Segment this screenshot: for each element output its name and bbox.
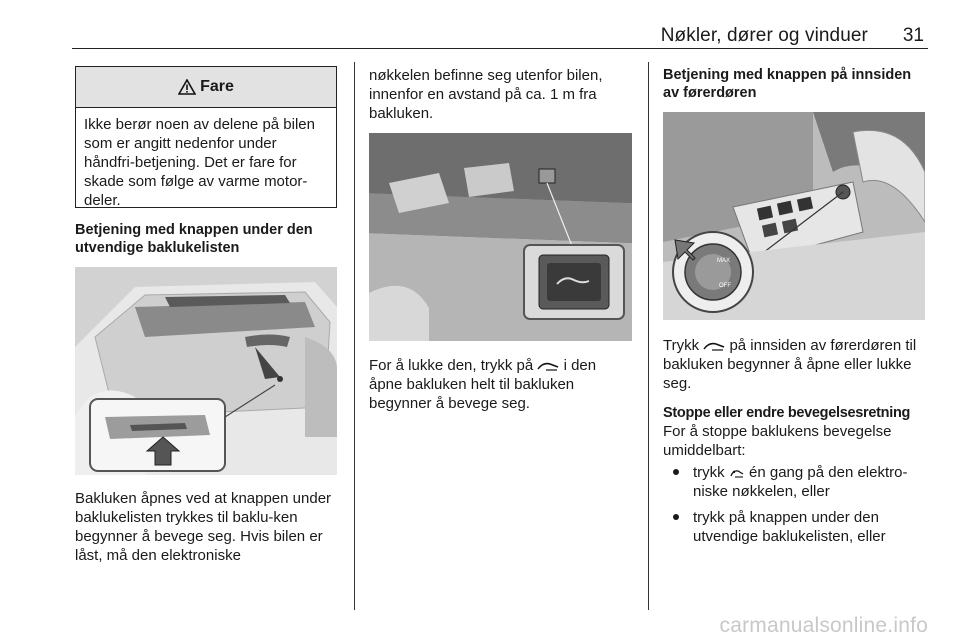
key-tailgate-icon bbox=[729, 467, 745, 479]
paragraph: Bakluken åpnes ved at knappen under baklukelisten trykkes til baklu-ken begynner å bevege seg. Hvis bilen er låst, må den elektroniske bbox=[75, 490, 332, 564]
text-segment: Trykk bbox=[663, 337, 700, 354]
text-segment: trykk på knappen under den utvendige baklukelisten, eller bbox=[693, 509, 886, 545]
paragraph bbox=[369, 356, 633, 413]
warning-triangle-icon bbox=[178, 79, 196, 95]
danger-text: Ikke berør noen av delene på bilen som er angitt nedenfor under håndfri-betjening. Det er fare for skade som følge av varme motor-deler. bbox=[84, 116, 315, 209]
paragraph: nøkkelen befinne seg utenfor bilen, innenfor en avstand på ca. 1 m fra bakluken. bbox=[369, 67, 603, 122]
page-number: 31 bbox=[902, 25, 924, 46]
danger-title: Fare bbox=[200, 78, 234, 95]
section-heading: Betjening med knappen på innsiden av førerdøren bbox=[663, 67, 912, 101]
knob-off-label: OFF bbox=[719, 283, 731, 289]
section-heading: Stoppe eller endre bevegelsesretning bbox=[663, 405, 911, 421]
column-divider bbox=[354, 62, 355, 610]
paragraph: For å stoppe baklukens bevegelse umiddelbart: bbox=[663, 423, 892, 459]
list-item bbox=[663, 463, 928, 501]
tailgate-interior-button-illustration bbox=[369, 133, 632, 341]
text-segment: i den åpne bakluken helt til bakluken begynner å bevege seg. bbox=[369, 357, 597, 412]
driver-door-button-illustration bbox=[663, 112, 925, 320]
section-heading: Betjening med knappen under den utvendige baklukelisten bbox=[75, 222, 313, 256]
danger-header bbox=[76, 67, 336, 108]
text-segment: For å lukke den, trykk på bbox=[369, 357, 534, 374]
bullet-list bbox=[663, 463, 928, 546]
column-divider bbox=[648, 62, 649, 610]
text-segment: én gang på den elektro-niske nøkkelen, eller bbox=[693, 464, 908, 500]
tailgate-icon bbox=[537, 361, 559, 371]
tailgate-icon bbox=[703, 341, 725, 351]
tailgate-exterior-illustration bbox=[75, 267, 337, 475]
text-segment: trykk bbox=[693, 464, 725, 481]
list-item bbox=[663, 508, 928, 546]
watermark: carmanualsonline.info bbox=[719, 614, 928, 637]
bullet-dot bbox=[673, 514, 679, 520]
paragraph bbox=[663, 336, 928, 393]
chapter-title: Nøkler, dører og vinduer bbox=[660, 25, 868, 46]
page-header bbox=[72, 22, 928, 49]
text-segment: på innsiden av førerdøren til bakluken begynner å åpne eller lukke seg. bbox=[663, 337, 917, 392]
knob-max-label: MAX bbox=[717, 258, 731, 264]
bullet-dot bbox=[673, 469, 679, 475]
danger-box bbox=[75, 66, 337, 208]
